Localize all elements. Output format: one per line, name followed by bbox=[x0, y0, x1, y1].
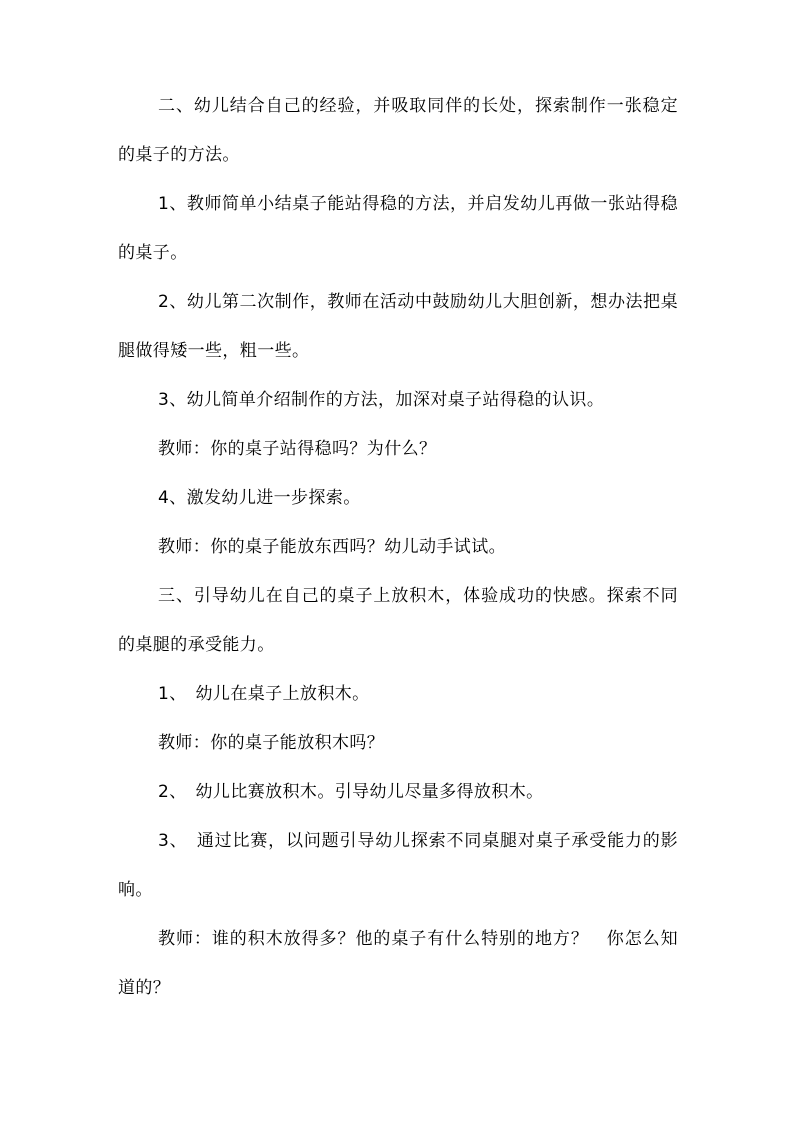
paragraph-teacher-question-1: 教师：你的桌子站得稳吗？为什么？ bbox=[158, 439, 437, 459]
paragraph-step-4: 4、激发幼儿进一步探索。 bbox=[158, 488, 361, 508]
paragraph-teacher-question-2: 教师：你的桌子能放东西吗？幼儿动手试试。 bbox=[158, 537, 506, 557]
paragraph-section-3-step-2: 2、 幼儿比赛放积木。引导幼儿尽量多得放积木。 bbox=[158, 782, 544, 802]
paragraph-teacher-question-3: 教师：你的桌子能放积木吗？ bbox=[158, 733, 385, 753]
paragraph-section-2-heading: 二、幼儿结合自己的经验，并吸取同伴的长处，探索制作一张稳定的桌子的方法。 bbox=[118, 96, 678, 165]
paragraph-section-3-step-1: 1、 幼儿在桌子上放积木。 bbox=[158, 684, 370, 704]
paragraph-step-2: 2、幼儿第二次制作，教师在活动中鼓励幼儿大胆创新，想办法把桌腿做得矮一些，粗一些。 bbox=[118, 292, 678, 361]
paragraph-step-3: 3、幼儿简单介绍制作的方法，加深对桌子站得稳的认识。 bbox=[158, 390, 605, 410]
paragraph-section-3-heading: 三、引导幼儿在自己的桌子上放积木，体验成功的快感。探索不同的桌腿的承受能力。 bbox=[118, 586, 678, 655]
paragraph-section-3-step-3: 3、 通过比赛，以问题引导幼儿探索不同桌腿对桌子承受能力的影响。 bbox=[118, 831, 678, 900]
paragraph-step-1: 1、教师简单小结桌子能站得稳的方法，并启发幼儿再做一张站得稳的桌子。 bbox=[118, 194, 678, 263]
paragraph-teacher-question-4: 教师：谁的积木放得多？他的桌子有什么特别的地方？ 你怎么知道的？ bbox=[118, 929, 678, 998]
